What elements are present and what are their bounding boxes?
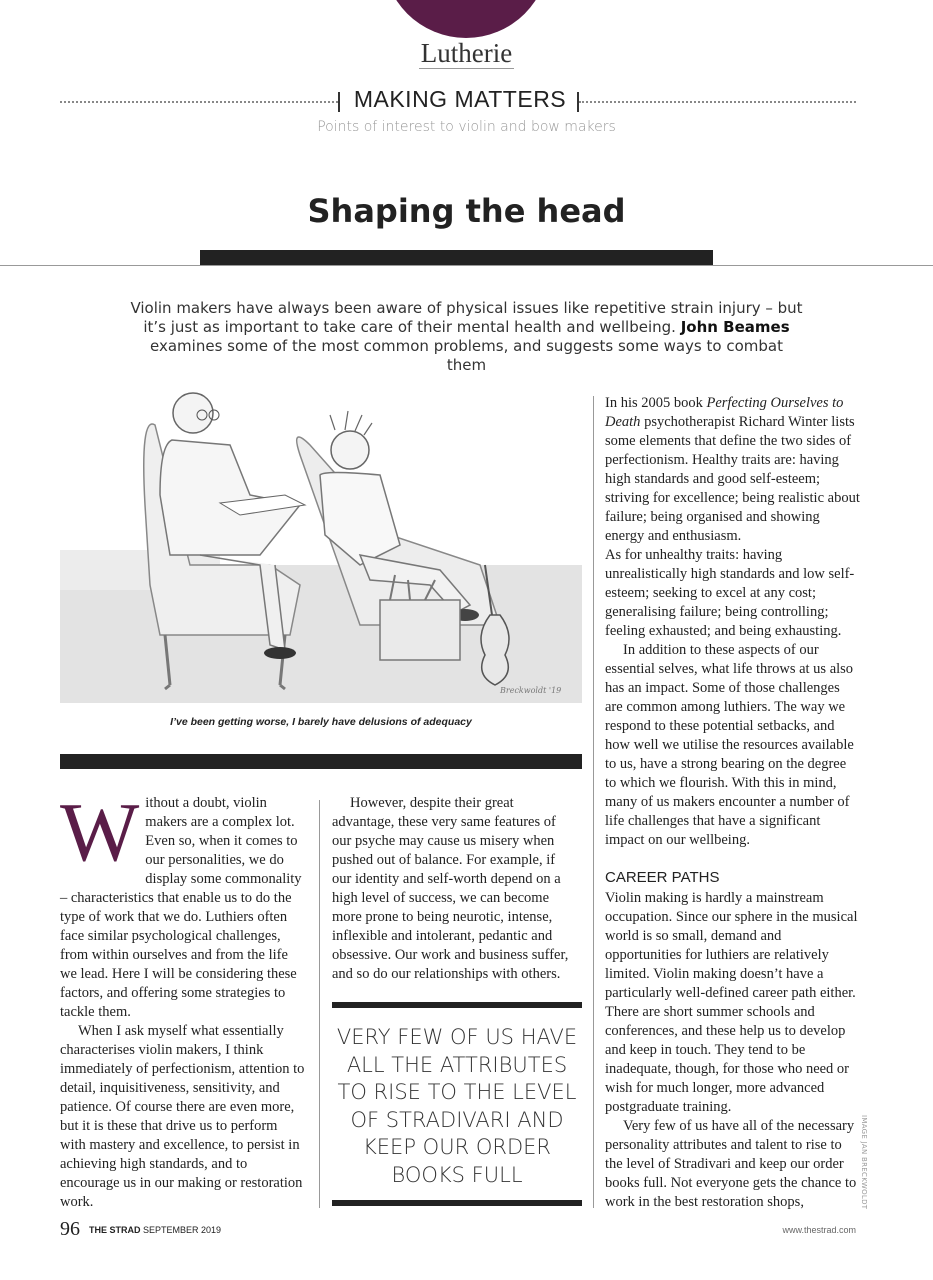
artist-signature: Breckwoldt '19 bbox=[500, 686, 562, 695]
magazine-issue bbox=[89, 1225, 221, 1235]
drop-cap: W bbox=[60, 786, 140, 879]
cartoon-svg bbox=[60, 385, 582, 703]
subhead-career-paths: CAREER PATHS bbox=[605, 869, 720, 886]
author-name: John Beames bbox=[680, 318, 790, 336]
pull-quote-bar-top bbox=[332, 1002, 582, 1008]
caption-bar bbox=[60, 754, 582, 769]
patient-body bbox=[320, 473, 400, 566]
violin bbox=[481, 615, 509, 685]
magazine-name: THE STRAD bbox=[89, 1225, 141, 1235]
pull-quote: VERY FEW OF US HAVE ALL THE ATTRIBUTES TO RISE TO THE LEVEL OF STRADIVARI AND KEEP OUR ORDER BOOKS FULL bbox=[336, 1025, 578, 1187]
page-number: 96 bbox=[60, 1218, 80, 1240]
article-title: Shaping the head bbox=[307, 192, 626, 230]
column-divider-2 bbox=[593, 396, 594, 1208]
image-credit: IMAGE JAN BRECKWOLDT bbox=[860, 1115, 868, 1210]
department-title: MAKING MATTERS bbox=[353, 86, 567, 112]
paragraph-5: As for unhealthy traits: having unrealistically high standards and low self-esteem; seeking to excel at any cost; generalising failure; being controlling; feeling exhausted; and being exhausting. bbox=[605, 547, 855, 639]
standfirst-text-end: examines some of the most common problems, and suggests some ways to combat them bbox=[150, 337, 783, 374]
paragraph-2: When I ask myself what essentially characterises violin makers, I think immediately of perfectionism, attention to detail, inquisitiveness, sensitivity, and patience. Of course there are even more, but it is these that drive us to perform with mastery and excellence, to persist in achieving high standards, and to encourage us in our making or restoration work. bbox=[60, 1023, 305, 1210]
paragraph-7: Violin making is hardly a mainstream occupation. Since our sphere in the musical world is so small, demand and opportunities for luthiers are relatively limited. Violin making doesn’t have a particularly well-defined career path either. There are short summer schools and conferences, and these help us to develop and keep in touch. They tend to be inadequate, though, for those who need or wish for much longer, more advanced postgraduate training. bbox=[605, 890, 858, 1115]
therapist-shoe bbox=[264, 647, 296, 659]
standfirst bbox=[130, 299, 803, 375]
title-bar bbox=[200, 250, 713, 266]
paragraph-1: Without a doubt, violin makers are a complex lot. Even so, when it comes to our personalities, we do display some commonality – characteristics that enable us to do the type of work that we do. Luthiers often face similar psychological challenges, from within ourselves and from the life we lead. Here I will be considering these factors, and offering some strategies to tackle them. bbox=[60, 786, 302, 1020]
standfirst-text: Violin makers have always been aware of physical issues like repetitive strain injury – but it’s just as important to take care of their mental health and wellbeing. bbox=[130, 299, 803, 336]
paragraph-6: In addition to these aspects of our essential selves, what life throws at us also has an impact. Some of those challenges are common among luthiers. The way we respond to these potential setbacks, and how well we utilise the resources available to us, have a strong bearing on the degree to which we flourish. With this in mind, many of us makers encounter a number of life challenges that have a significant impact on our wellbeing. bbox=[605, 642, 854, 848]
header-circle-ornament bbox=[383, 0, 549, 38]
website-url: www.thestrad.com bbox=[782, 1225, 856, 1235]
body-column-3 bbox=[605, 394, 860, 1212]
dotted-rule-left bbox=[60, 101, 338, 103]
patient-head bbox=[331, 431, 369, 469]
toolbox bbox=[380, 600, 460, 660]
issue-date: SEPTEMBER 2019 bbox=[143, 1225, 222, 1235]
cartoon-illustration bbox=[60, 385, 582, 703]
body-column-2 bbox=[332, 794, 577, 984]
title-rule bbox=[0, 265, 933, 266]
dotted-rule-right bbox=[579, 101, 856, 103]
paragraph-8: Very few of us have all of the necessary personality attributes and talent to rise to the level of Stradivari and keep our order books full. Not everyone gets the chance to work in the best restoration shops, bbox=[605, 1118, 857, 1210]
column-divider-1 bbox=[319, 800, 320, 1208]
paragraph-4: In his 2005 book Perfecting Ourselves to Death psychotherapist Richard Winter lists some elements that define the two sides of perfectionism. Healthy traits are: having high standards and good self-esteem; striving for excellence; being realistic about failure; being organised and showing energy and enthusiasm. bbox=[605, 395, 860, 544]
section-title: Lutherie bbox=[420, 38, 513, 68]
illustration-caption: I’ve been getting worse, I barely have delusions of adequacy bbox=[170, 716, 472, 728]
pull-quote-bar-bottom bbox=[332, 1200, 582, 1206]
department-subtitle: Points of interest to violin and bow makers bbox=[317, 119, 616, 135]
body-column-1 bbox=[60, 786, 305, 1212]
book-title: Perfecting Ourselves to Death bbox=[605, 395, 844, 430]
paragraph-3: However, despite their great advantage, these very same features of our psyche may cause us misery when pushed out of balance. For example, if our identity and self-worth depend on a high level of success, we can become more prone to being neurotic, intense, inflexible and intolerant, pedantic and obsessive. Our work and business suffer, and so do our relationships with others. bbox=[332, 795, 569, 982]
